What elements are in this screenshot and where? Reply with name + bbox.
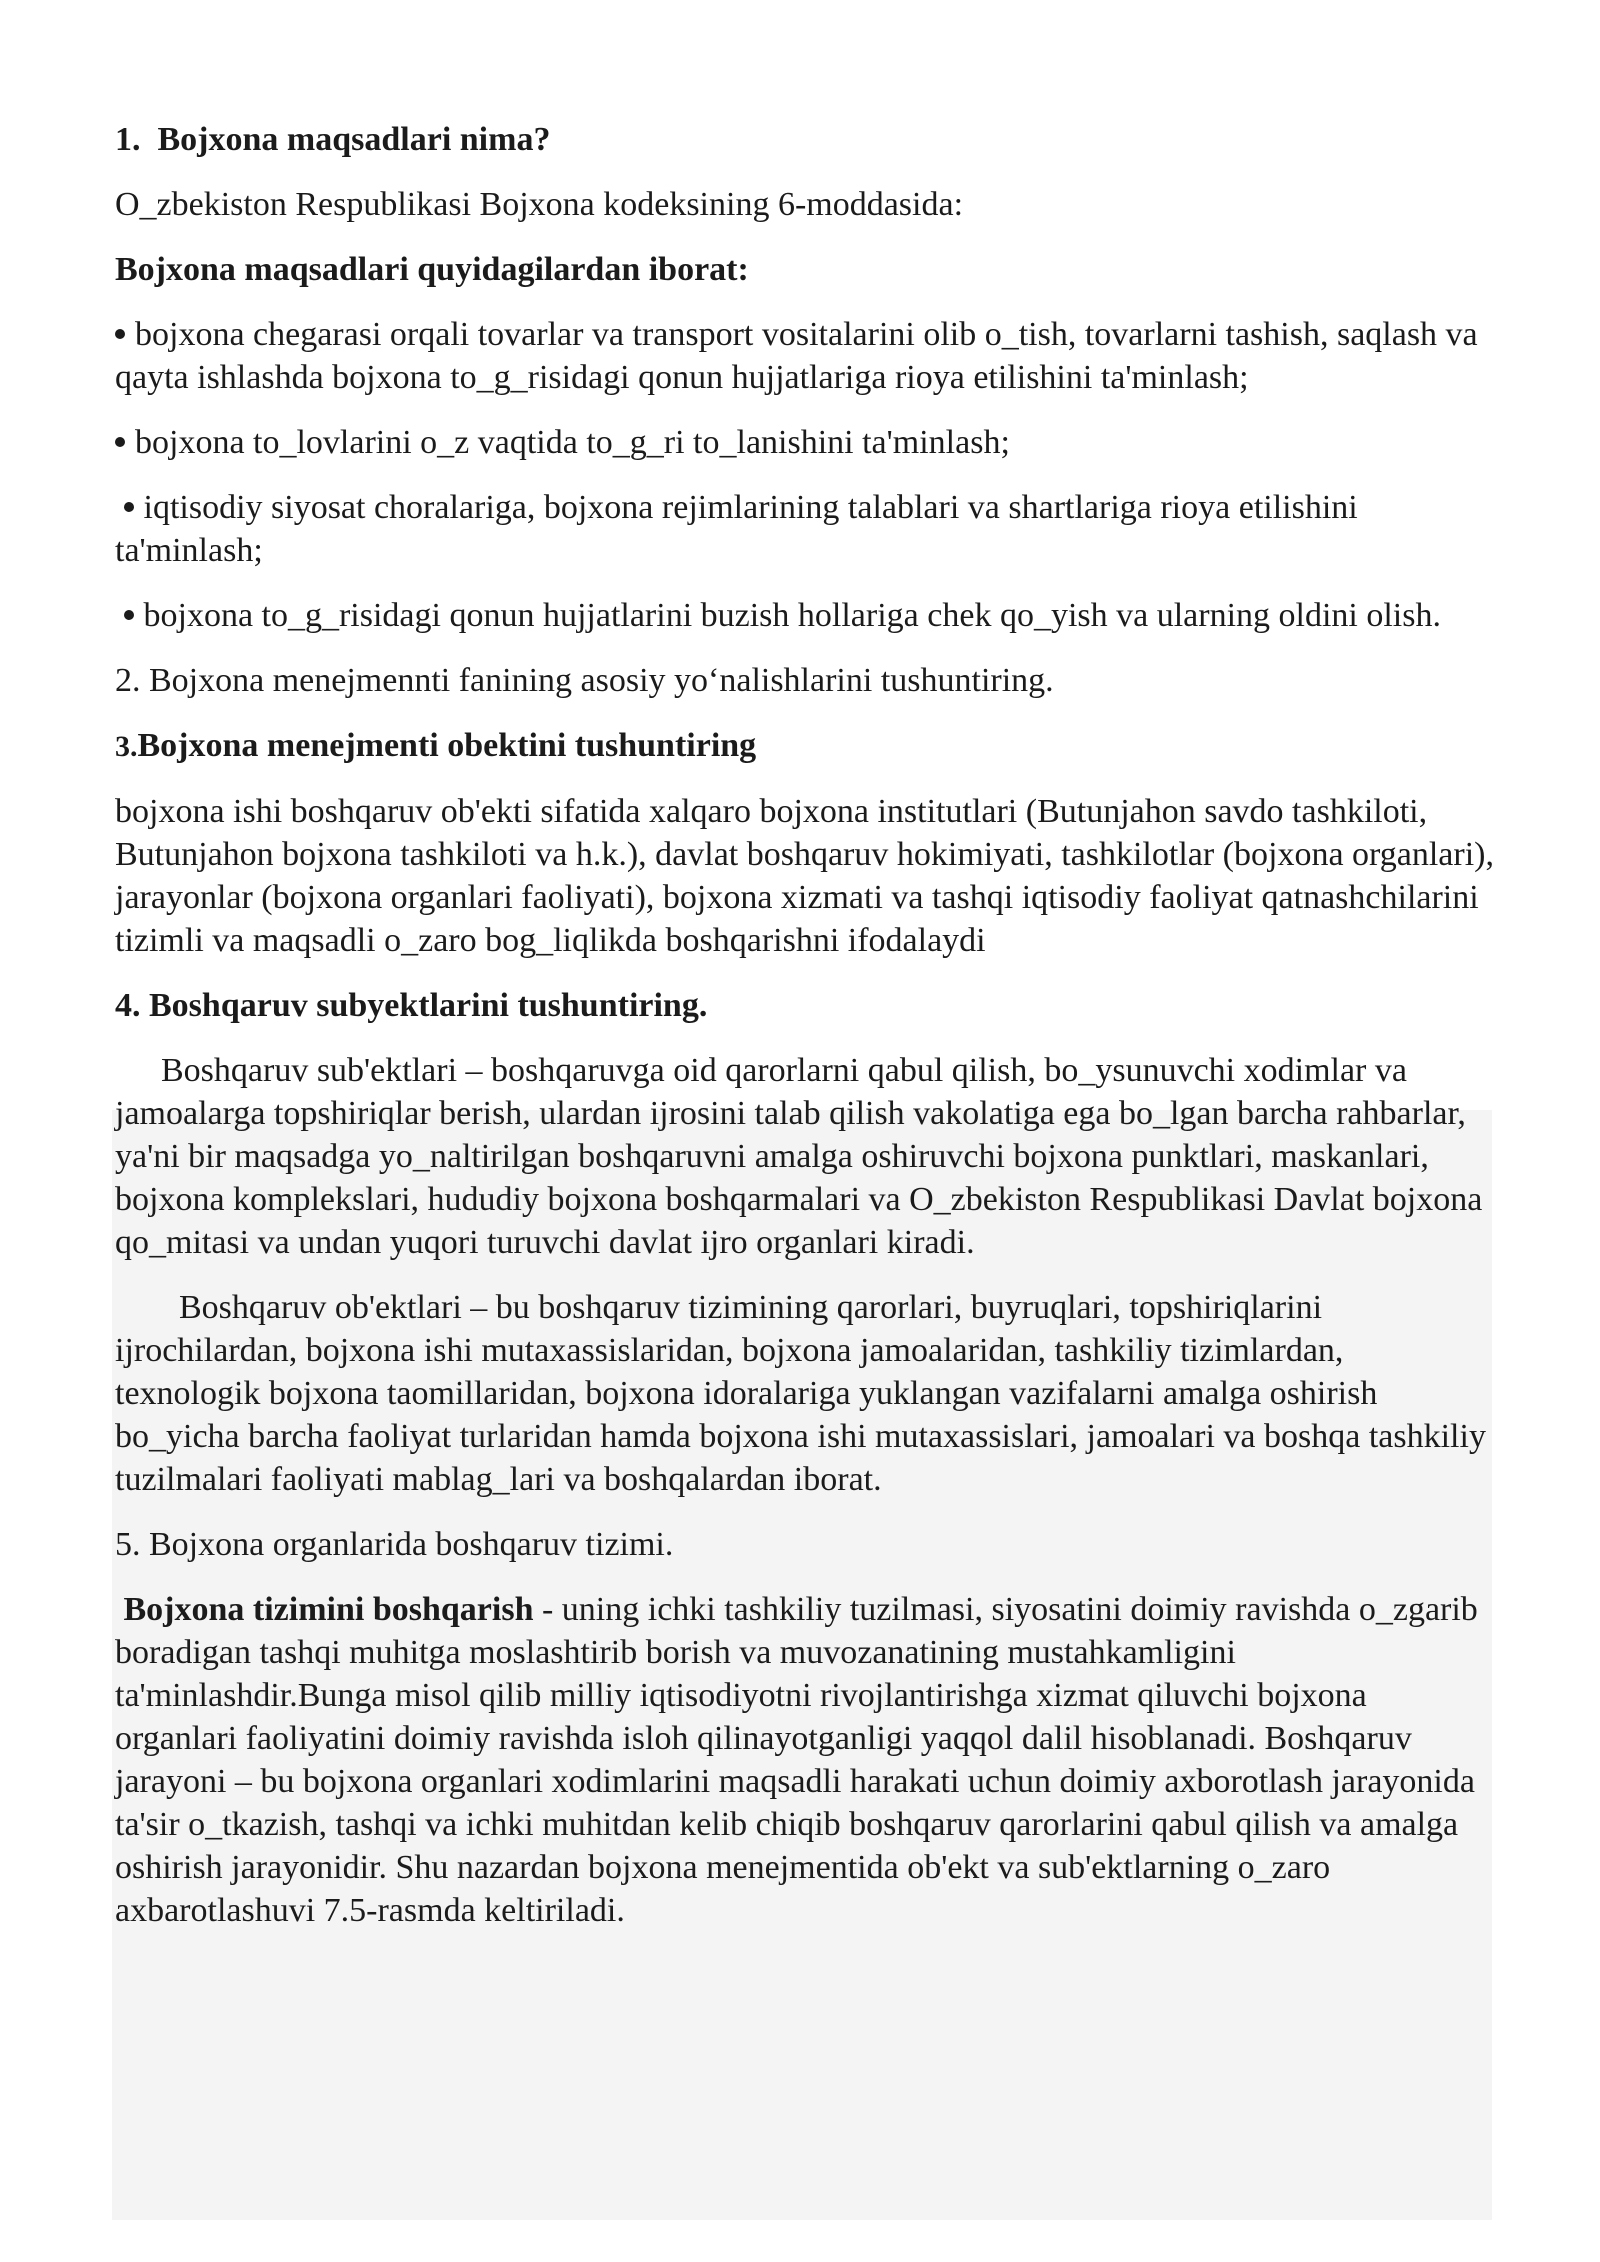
- q5-term: Bojxona tizimini boshqarish: [123, 1591, 534, 1628]
- q4-heading: 4. Boshqaruv subyektlarini tushuntiring.: [115, 987, 708, 1024]
- q1-subhead: Bojxona maqsadlari quyidagilardan iborat:: [115, 251, 749, 288]
- q3-body: bojxona ishi boshqaruv ob'ekti sifatida xalqaro bojxona institutlari (Butunjahon savdo tashkiloti, Butunjahon bojxona tashkiloti va h.k.), davlat boshqaruv hokimiyati, tashkilotlar (bojxona organlari), jarayonlar (bojxona organlari faoliyati), bojxona xizmati va tashqi iqtisodiy faoliyat qatnashchilarini tizimli va maqsadli o_zaro bog_liqlikda boshqarishni ifodalaydi: [115, 793, 1494, 959]
- bullet-icon: [115, 329, 125, 339]
- document-content: [115, 118, 1495, 1954]
- q5-text: - uning ichki tashkiliy tuzilmasi, siyosatini doimiy ravishda o_zgarib boradigan tashqi muhitga moslashtirib borish va muvozanatining mustahkamligini ta'minlashdir.Bunga misol qilib milliy iqtisodiyotni rivojlantirishga xizmat qiluvchi bojxona organlari faoliyatini doimiy ravishda isloh qilinayotganligi yaqqol dalil hisoblanadi. Boshqaruv jarayoni – bu bojxona organlari xodimlarini maqsadli harakati uchun doimiy axborotlash jarayonida ta'sir o_tkazish, tashqi va ichki muhitdan kelib chiqib boshqaruv qarorlarini qabul qilish va amalga oshirish jarayonidir. Shu nazardan bojxona menejmentida ob'ekt va sub'ektlarning o_zaro axbarotlashuvi 7.5-rasmda keltiriladi.: [115, 1591, 1478, 1929]
- q5-body: [115, 1588, 1495, 1932]
- bullet-text: bojxona to_g_risidagi qonun hujjatlarini buzish hollariga chek qo_yish va ularning oldini olish.: [143, 597, 1441, 634]
- q5-heading: 5. Bojxona organlarida boshqaruv tizimi.: [115, 1526, 674, 1563]
- q4-paragraph-1: Boshqaruv sub'ektlari – boshqaruvga oid qarorlarni qabul qilish, bo_ysunuvchi xodimlar va jamoalarga topshiriqlar berish, ulardan ijrosini talab qilish vakolatiga ega bo_lgan barcha rahbarlar, ya'ni bir maqsadga yo_naltirilgan boshqaruvni amalga oshiruvchi bojxona punktlari, maskanlari, bojxona komplekslari, hududiy bojxona boshqarmalari va O_zbekiston Respublikasi Davlat bojxona qo_mitasi va undan yuqori turuvchi davlat ijro organlari kiradi.: [115, 1052, 1483, 1261]
- bullet-icon: [115, 437, 125, 447]
- q3-number: 3.: [115, 730, 138, 763]
- bullet-icon: [124, 610, 134, 620]
- q4-paragraph-2: Boshqaruv ob'ektlari – bu boshqaruv tizimining qarorlari, buyruqlari, topshiriqlarini ijrochilardan, bojxona ishi mutaxassislaridan, bojxona jamoalaridan, tashkiliy tizimlardan, texnologik bojxona taomillaridan, bojxona idoralariga yuklangan vazifalarni amalga oshirish bo_yicha barcha faoliyat turlaridan hamda bojxona ishi mutaxassislari, jamoalari va boshqa tashkiliy tuzilmalari faoliyati mablag_lari va boshqalardan iborat.: [115, 1289, 1486, 1498]
- bullet-text: iqtisodiy siyosat choralariga, bojxona rejimlarining talablari va shartlariga rioya etilishini ta'minlash;: [115, 489, 1358, 569]
- q1-title: Bojxona maqsadlari nima?: [157, 121, 551, 158]
- bullet-text: bojxona chegarasi orqali tovarlar va transport vositalarini olib o_tish, tovarlarni tashish, saqlash va qayta ishlashda bojxona to_g_risidagi qonun hujjatlariga rioya etilishini ta'minlash;: [115, 316, 1478, 396]
- q1-number: 1.: [115, 121, 141, 158]
- bullet-icon: [124, 502, 134, 512]
- list-item: [115, 421, 1495, 464]
- q1-heading: [115, 118, 1495, 161]
- q3-heading: [115, 724, 1495, 768]
- q2-heading: 2. Bojxona menejmennti fanining asosiy yo‘nalishlarini tushuntiring.: [115, 662, 1054, 699]
- bullet-text: bojxona to_lovlarini o_z vaqtida to_g_ri to_lanishini ta'minlash;: [135, 424, 1010, 461]
- list-item: [115, 486, 1495, 572]
- list-item: [115, 313, 1495, 399]
- list-item: [115, 594, 1495, 637]
- q3-title: Bojxona menejmenti obektini tushuntiring: [137, 727, 757, 764]
- q1-intro: O_zbekiston Respublikasi Bojxona kodeksining 6-moddasida:: [115, 186, 964, 223]
